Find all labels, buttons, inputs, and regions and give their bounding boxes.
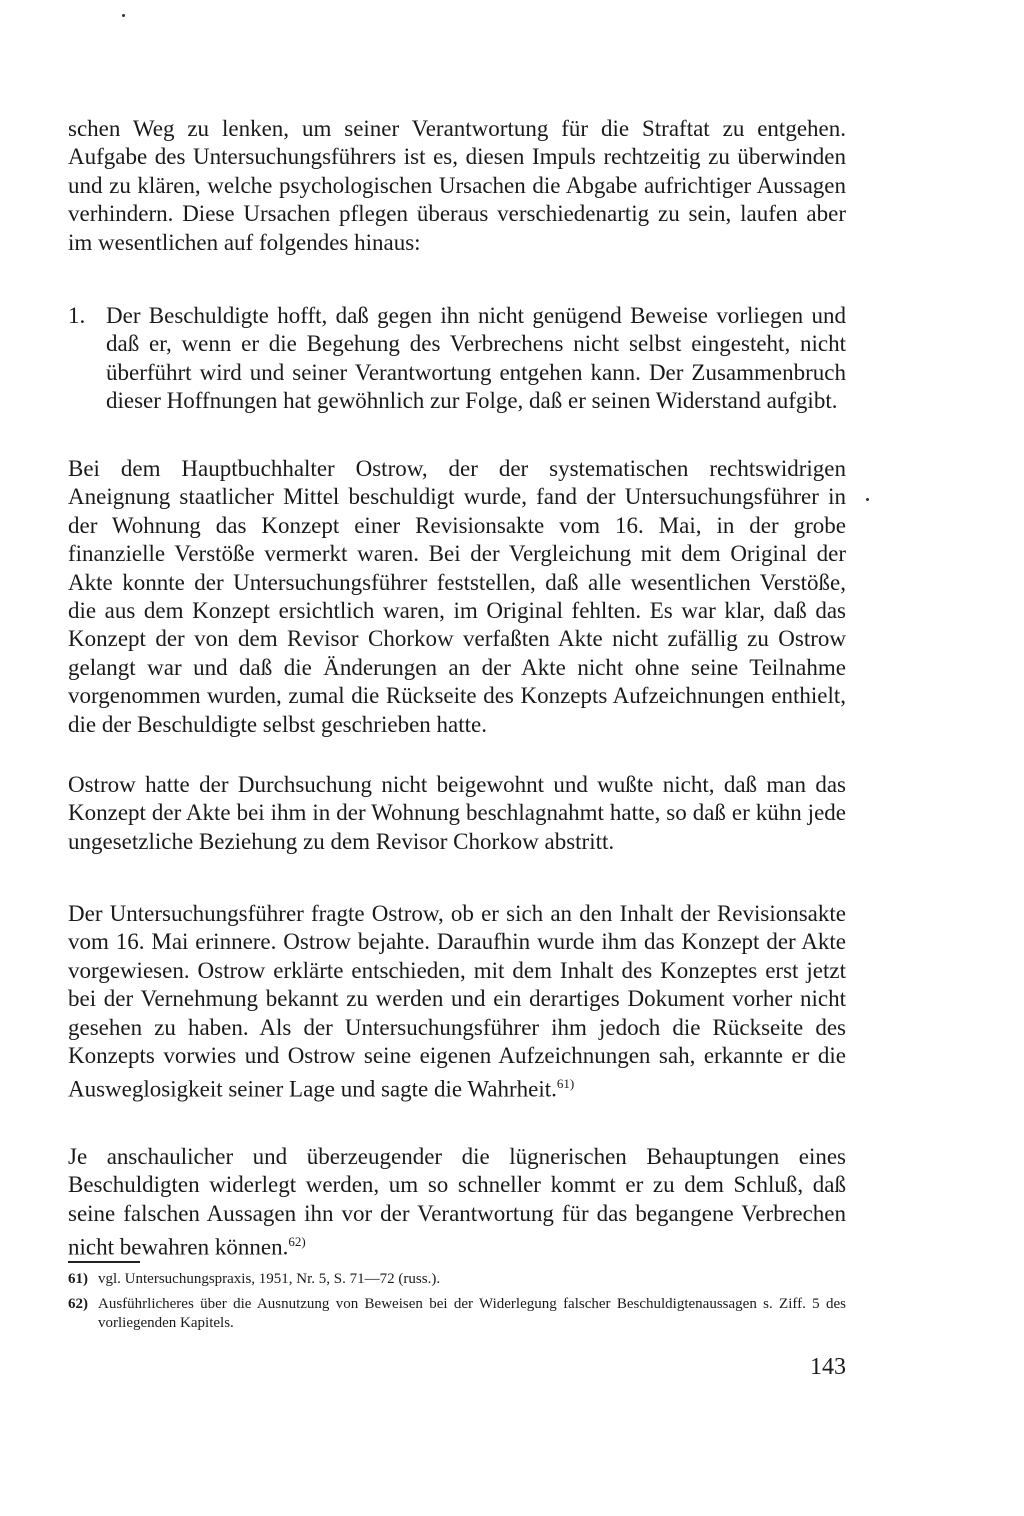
paragraph-4	[68, 900, 846, 1105]
footnote-ref-61: 61)	[556, 1076, 575, 1092]
footnote-61	[68, 1270, 846, 1289]
print-speck	[122, 14, 125, 17]
footnote-text: vgl. Untersuchungspraxis, 1951, Nr. 5, S. 71—72 (russ.).	[98, 1271, 441, 1287]
paragraph-4-text: Der Untersuchungsführer fragte Ostrow, ob er sich an den Inhalt der Revisionsakte vom 16. Mai erinnere. Ostrow bejahte. Daraufhin wurde ihm das Konzept der Akte vorgewiesen. Ostrow erklärte entschieden, mit dem Inhalt des Konzeptes erst jetzt bei der Vernehmung bekannt zu werden und ein derartiges Dokument vorher nicht gesehen zu haben. Als der Untersuchungsführer ihm jedoch die Rückseite des Konzepts vorwies und Ostrow seine eigenen Aufzeichnungen sah, erkannte er die Ausweglosigkeit seiner Lage und sagte die Wahrheit.	[68, 901, 846, 1103]
footnote-text: Ausführlicheres über die Ausnutzung von Beweisen bei der Widerlegung falscher Beschuldigtenaussagen s. Ziff. 5 des vorliegenden Kapitels.	[98, 1296, 846, 1331]
footnote-ref-62: 62)	[288, 1234, 306, 1250]
paragraph-5	[68, 1143, 846, 1262]
paragraph-2: Bei dem Hauptbuchhalter Ostrow, der der systematischen rechtswidrigen Aneignung staatlicher Mittel beschuldigt wurde, fand der Untersuchungsführer in der Wohnung das Konzept einer Revisionsakte vom 16. Mai, in der grobe finanzielle Verstöße vermerkt waren. Bei der Vergleichung mit dem Original der Akte konnte der Untersuchungsführer feststellen, daß alle wesentlichen Verstöße, die aus dem Konzept ersichtlich waren, im Original fehlten. Es war klar, daß das Konzept der von dem Revisor Chorkow verfaßten Akte nicht zufällig zu Ostrow gelangt war und daß die Änderungen an der Akte nicht ohne seine Teilnahme vorgenommen wurden, zumal die Rückseite des Konzepts Aufzeichnungen enthielt, die der Beschuldigte selbst geschrieben hatte.	[68, 456, 846, 737]
page-number: 143	[810, 1354, 846, 1380]
paragraph-5-text: Je anschaulicher und überzeugender die lügnerischen Behauptungen eines Beschuldigten widerlegt werden, um so schneller kommt er zu dem Schluß, daß seine falschen Aussagen ihn vor der Verantwortung für das begangene Verbrechen nicht bewahren können.	[68, 1144, 846, 1260]
print-speck	[866, 498, 869, 501]
footnote-mark: 62)	[68, 1296, 88, 1312]
list-item-number: 1.	[68, 303, 86, 328]
paragraph-1: schen Weg zu lenken, um seiner Verantwortung für die Straftat zu entgehen. Aufgabe des Untersuchungsführers ist es, diesen Impuls rechtzeitig zu überwinden und zu klären, welche psychologischen Ursachen die Abgabe aufrichtiger Aussagen verhindern. Diese Ursachen pflegen überaus verschiedenartig zu sein, laufen aber im wesentlichen auf folgendes hinaus:	[68, 116, 846, 255]
footnote-62	[68, 1295, 846, 1333]
list-item-1	[68, 302, 846, 416]
list-item-text: Der Beschuldigte hofft, daß gegen ihn nicht genügend Beweise vorliegen und daß er, wenn er die Begehung des Verbrechens nicht selbst eingesteht, nicht überführt wird und seiner Verantwortung entgehen kann. Der Zusammenbruch dieser Hoffnungen hat gewöhnlich zur Folge, daß er seinen Widerstand aufgibt.	[106, 303, 846, 414]
footnote-mark: 61)	[68, 1271, 88, 1287]
footnote-divider	[68, 1261, 140, 1263]
paragraph-3: Ostrow hatte der Durchsuchung nicht beigewohnt und wußte nicht, daß man das Konzept der Akte bei ihm in der Wohnung beschlagnahmt hatte, so daß er kühn jede ungesetzliche Beziehung zu dem Revisor Chorkow abstritt.	[68, 772, 846, 854]
